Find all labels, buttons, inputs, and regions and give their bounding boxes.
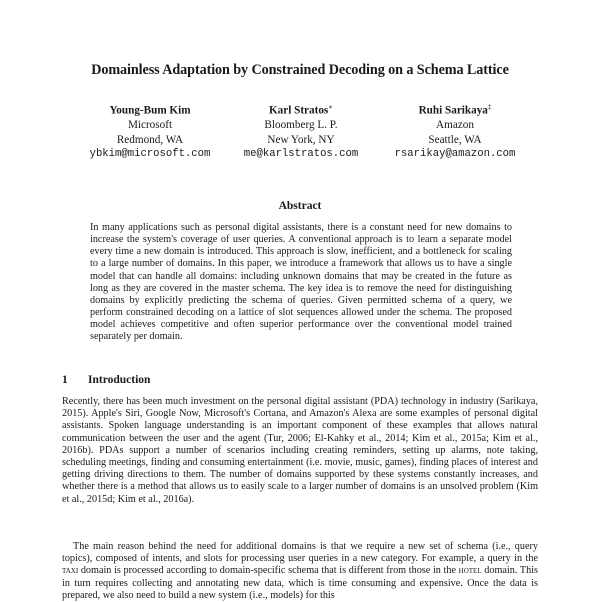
author-location: New York, NY: [267, 133, 335, 146]
domain-name-taxi: taxi: [62, 565, 79, 577]
author-affiliation: Amazon: [436, 119, 474, 132]
abstract-text: In many applications such as personal digital assistants, there is a constant need for new domains to increase the system's coverage of user queries. A conventional approach is to learn a separate model every time a new domain is introduced. This approach is slow, inefficient, and a bottleneck for scaling to a large number of domains. In this paper, we introduce a framework that allows us to have a single model that can handle all domains: including unknown domains that may be created in the future as long as they are covered in the master schema. The key idea is to remove the need for distinguishing domains by explicitly predicting the schema of queries. Given permitted schema of a query, we perform constrained decoding on a lattice of slot sequences allowed under the schema. The proposed model achieves competitive and often superior performance over the conventional model trained separately per domain.: [90, 222, 512, 343]
author-mark: ∗: [328, 103, 334, 111]
section-number: 1: [62, 374, 68, 386]
abstract-heading: Abstract: [278, 200, 322, 212]
author-location: Redmond, WA: [116, 133, 184, 146]
author-name: Karl Stratos∗: [268, 103, 334, 117]
body-paragraph: Recently, there has been much investment on the personal digital assistant (PDA) technology in industry (Sarikaya, 2015). Apple's Siri, Google Now, Microsoft's Cortana, and Amazon's Alexa are some examples of personal digital assistants. Spoken language understanding is an important component of these examples that allows natural communication between the user and the agent (Tur, 2006; El-Kahky et al., 2014; Kim et al., 2015a; Kim et al., 2016b). PDAs support a number of scenarios including creating reminders, setting up alarms, note taking, scheduling meetings, finding and consuming entertainment (i.e. movie, music, games), finding places of interest and getting driving directions to them. The number of domains supported by these systems constantly increases, and whether there is a method that allows us to easily scale to a larger number of domains is an unsolved problem (Kim et al., 2015d; Kim et al., 2016a).: [62, 396, 538, 505]
author-email: me@karlstratos.com: [243, 148, 359, 161]
author-email: rsarikay@amazon.com: [394, 148, 516, 161]
body-paragraph: The main reason behind the need for additional domains is that we require a new set of schema (i.e., query topics), composed of intents, and slots for processing user queries in a new category. For example, a query in the taxi domain is processed according to domain-specific schema that is different from those in the hotel domain. This in turn requires collecting and annotating new data, which is time consuming and expensive. Once the data is prepared, we also need to build a new system (i.e., models) for this: [62, 541, 538, 601]
author-block: [70, 100, 230, 162]
author-name: Ruhi Sarikaya‡: [418, 103, 492, 117]
author-affiliation: Microsoft: [127, 119, 173, 132]
author-mark: ‡: [487, 103, 492, 111]
section-heading: [62, 374, 150, 386]
section-title: Introduction: [88, 374, 151, 386]
author-location: Seattle, WA: [428, 133, 482, 146]
author-email: ybkim@microsoft.com: [89, 148, 211, 161]
author-block: [221, 100, 381, 162]
domain-name-hotel: hotel: [458, 565, 482, 577]
author-name: Young-Bum Kim: [109, 104, 191, 117]
author-block: [375, 100, 535, 162]
author-affiliation: Bloomberg L. P.: [264, 119, 338, 132]
paper-title: Domainless Adaptation by Constrained Decoding on a Schema Lattice: [91, 62, 509, 78]
